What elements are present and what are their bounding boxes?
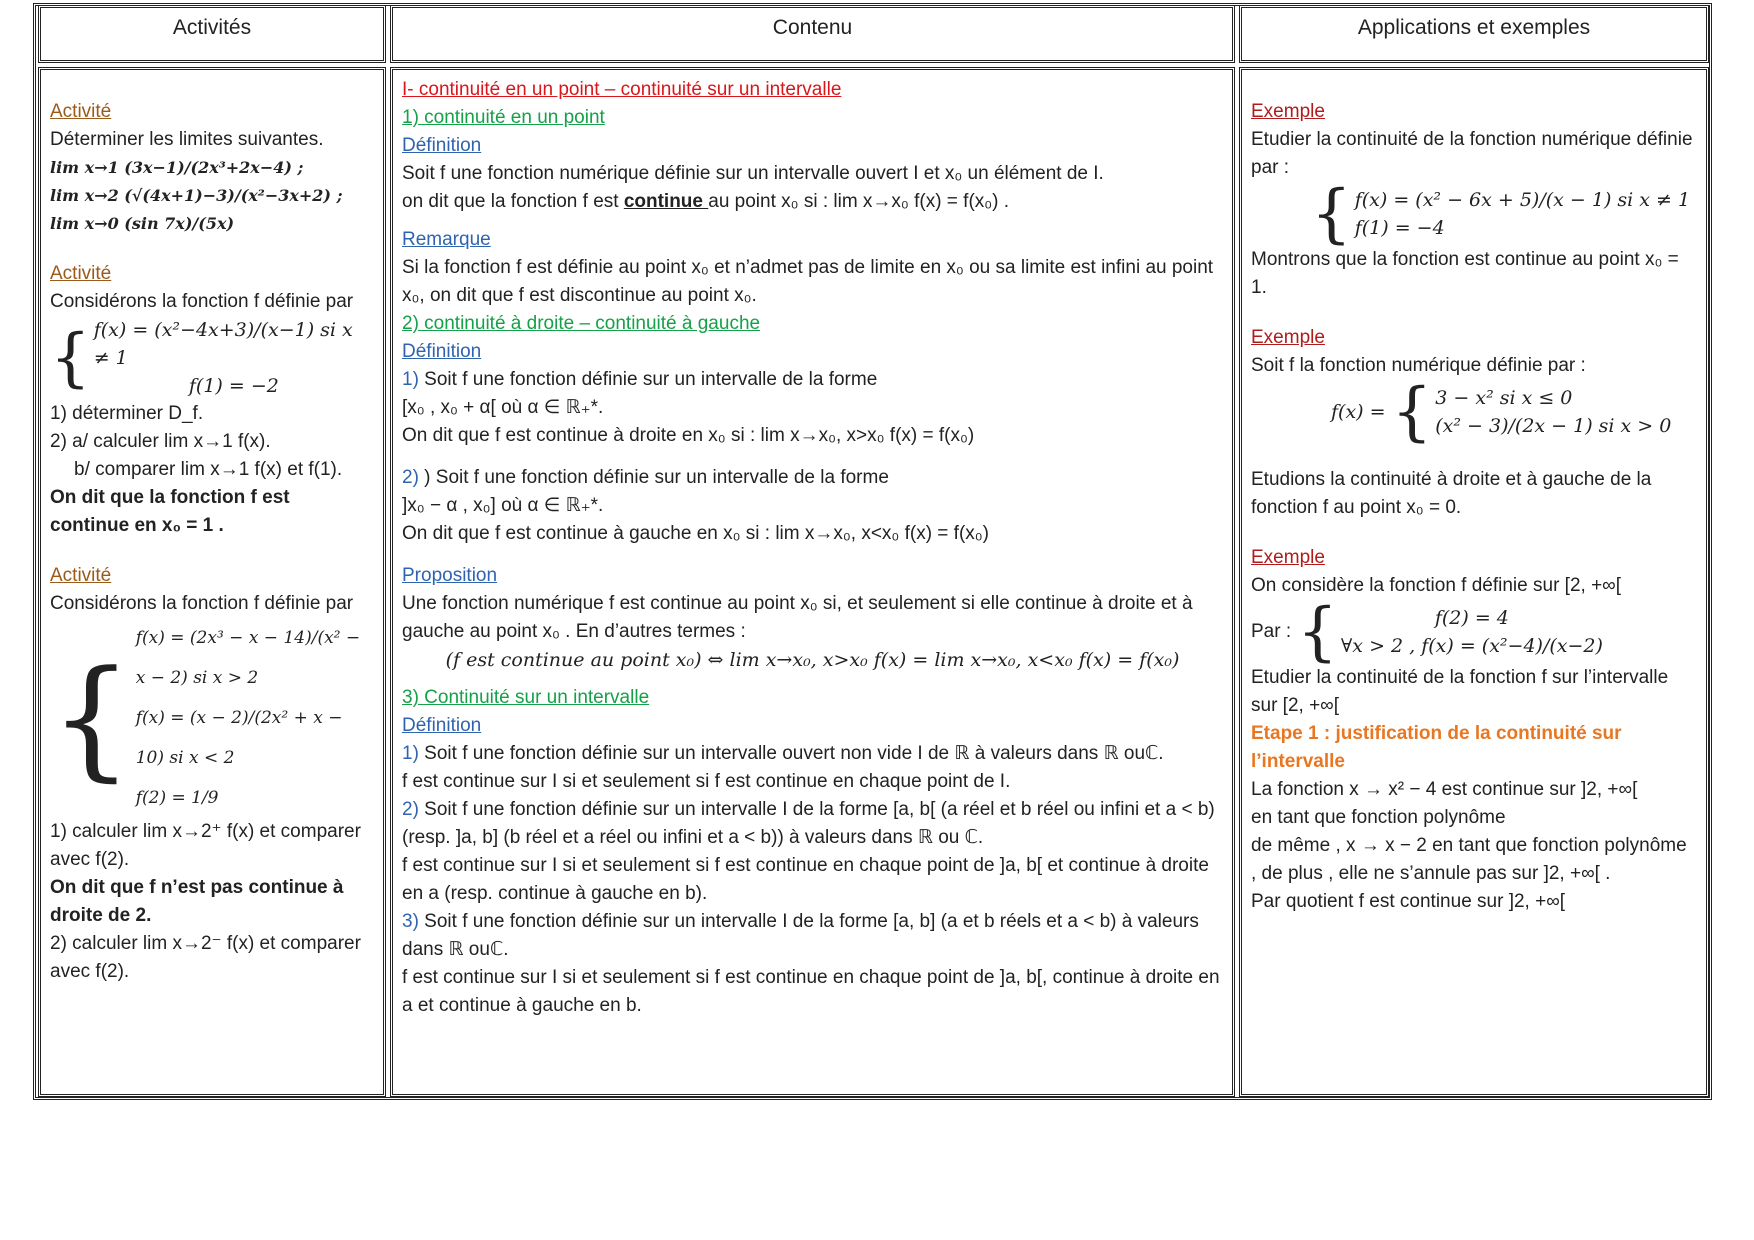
activity-2-case-1: f(x) = (x²−4x+3)/(x−1) si x ≠ 1	[93, 319, 353, 369]
definition-1-text-c: au point x₀ si : lim x→x₀ f(x) = f(x₀) .	[708, 191, 1010, 212]
activity-1-limit-2: lim x→2 (√(4x+1)−3)/(x²−3x+2) ; lim x→0 (sin 7x)/(5x)	[50, 186, 343, 233]
definition-2-title: Définition	[402, 341, 482, 362]
definition-2-item-2-cond: On dit que f est continue à gauche en x₀ si : lim x→x₀, x<x₀ f(x) = f(x₀)	[402, 523, 989, 544]
brace-icon: {	[50, 642, 133, 794]
example-1-system	[1251, 177, 1697, 251]
activity-2-text: Considérons la fonction f définie par	[50, 291, 354, 312]
example-1-text: Etudier la continuité de la fonction numérique définie par :	[1251, 129, 1693, 178]
example-3-line-3: de même , x → x − 2 en tant que fonction polynôme , de plus , elle ne s’annule pas sur ]2, +∞[ .	[1251, 835, 1687, 884]
definition-2-item-2-interval: ]x₀ − α , x₀] où α ∈ ℝ₊*.	[402, 495, 604, 516]
definition-3-item-1-cond: f est continue sur I si et seulement si f est continue en chaque point de I.	[402, 771, 1011, 792]
example-3-step-title: Etape 1 : justification de la continuité sur l’intervalle	[1251, 723, 1622, 772]
contenu-column	[390, 67, 1235, 1097]
example-3-line-1: La fonction x → x² − 4 est continue sur ]2, +∞[	[1251, 779, 1638, 800]
remark-title: Remarque	[402, 229, 491, 250]
activity-2-title: Activité	[50, 263, 112, 284]
example-2-system	[1251, 375, 1697, 449]
brace-icon: {	[1297, 595, 1338, 669]
definition-1-line-1: Soit f une fonction numérique définie sur un intervalle ouvert I et x₀ un élément de I.	[402, 163, 1104, 184]
example-3-line-2: en tant que fonction polynôme	[1251, 807, 1506, 828]
activity-2-case-2: f(1) = −2	[188, 375, 279, 397]
header-contenu-label: Contenu	[772, 16, 853, 39]
activity-2-question-3: b/ comparer lim x→1 f(x) et f(1).	[74, 459, 343, 480]
remark-text: Si la fonction f est définie au point x₀ et n’admet pas de limite en x₀ ou sa limite est infini au point x₀, on dit que f est discontinue au point x₀.	[402, 257, 1214, 306]
subsection-1-title: 1) continuité en un point	[402, 107, 605, 128]
definition-2-item-2	[402, 464, 1223, 492]
definition-3-item-3-cond: f est continue sur I si et seulement si f est continue en chaque point de ]a, b[, continue à droite en a et continue à gauche en b.	[402, 967, 1220, 1016]
definition-3-title: Définition	[402, 715, 482, 736]
brace-icon: {	[1311, 177, 1352, 251]
example-1-title: Exemple	[1251, 101, 1325, 122]
subsection-2-title: 2) continuité à droite – continuité à gauche	[402, 313, 761, 334]
example-3-line-4: Par quotient f est continue sur ]2, +∞[	[1251, 891, 1566, 912]
activity-1-title: Activité	[50, 101, 112, 122]
definition-2-item-1-cond: On dit que f est continue à droite en x₀ si : lim x→x₀, x>x₀ f(x) = f(x₀)	[402, 425, 975, 446]
definition-3-item-2-text: Soit f une fonction définie sur un intervalle I de la forme [a, b[ (a réel et b réel ou infini et a < b) (resp. ]a, b] (b réel et a réel ou infini et a < b)) à valeurs dans ℝ ou ℂ.	[402, 799, 1215, 848]
activity-1-limit-1: lim x→1 (3x−1)/(2x³+2x−4) ;	[50, 158, 304, 177]
activity-3-question-1: 1) calculer lim x→2⁺ f(x) et comparer avec f(2).	[50, 821, 361, 870]
activity-2-system	[50, 316, 374, 400]
definition-1-text-a: on dit que la fonction f est	[402, 191, 624, 212]
definition-1-title: Définition	[402, 135, 482, 156]
proposition-title: Proposition	[402, 565, 498, 586]
activity-3-case-1: f(x) = (2x³ − x − 14)/(x² − x − 2) si x > 2	[135, 628, 361, 688]
brace-icon: {	[50, 321, 91, 395]
applications-column	[1239, 67, 1709, 1097]
header-applications	[1239, 5, 1709, 63]
definition-1-line-2	[402, 188, 1223, 216]
definition-2-item-1-text: Soit f une fonction définie sur un intervalle de la forme	[418, 369, 878, 390]
example-2-case-1: 3 − x² si x ≤ 0	[1435, 387, 1573, 409]
example-2-title: Exemple	[1251, 327, 1325, 348]
example-2-case-2: (x² − 3)/(2x − 1) si x > 0	[1435, 415, 1672, 437]
item-number: 2)	[402, 799, 419, 820]
definition-2-item-1-interval: [x₀ , x₀ + α[ où α ∈ ℝ₊*.	[402, 397, 604, 418]
example-3-system	[1251, 595, 1697, 669]
header-activites	[38, 5, 386, 63]
example-3-case-2: ∀x > 2 , f(x) = (x²−4)/(x−2)	[1340, 635, 1603, 657]
definition-3-item-3	[402, 908, 1223, 964]
header-activites-label: Activités	[172, 16, 252, 39]
subsection-3-title: 3) Continuité sur un intervalle	[402, 687, 650, 708]
activites-column	[38, 67, 386, 1097]
example-1-case-2: f(1) = −4	[1354, 217, 1445, 239]
item-number: 1)	[402, 743, 419, 764]
activity-3-system	[50, 618, 374, 818]
example-2-text: Soit f la fonction numérique définie par :	[1251, 355, 1586, 376]
activity-2-question-2: 2) a/ calculer lim x→1 f(x).	[50, 431, 271, 452]
activity-2-conclusion: On dit que la fonction f est continue en x₀ = 1 .	[50, 487, 290, 536]
example-2-lhs: f(x) =	[1331, 401, 1386, 423]
definition-3-item-1	[402, 740, 1223, 768]
header-contenu	[390, 5, 1235, 63]
example-1-case-1: f(x) = (x² − 6x + 5)/(x − 1) si x ≠ 1	[1354, 189, 1691, 211]
definition-3-item-2	[402, 796, 1223, 852]
item-number: 3)	[402, 911, 419, 932]
item-number: 1)	[402, 369, 419, 390]
example-2-text-2: Etudions la continuité à droite et à gauche de la fonction f au point x₀ = 0.	[1251, 469, 1652, 518]
definition-1-keyword: continue	[623, 191, 709, 212]
activity-3-title: Activité	[50, 565, 112, 586]
example-3-title: Exemple	[1251, 547, 1325, 568]
example-3-par: Par :	[1251, 621, 1292, 642]
proposition-text: Une fonction numérique f est continue au point x₀ si, et seulement si elle continue à droite et à gauche au point x₀ . En d’autres termes :	[402, 593, 1193, 642]
definition-3-item-1-text: Soit f une fonction définie sur un intervalle ouvert non vide I de ℝ à valeurs dans ℝ ouℂ.	[418, 743, 1164, 764]
section-1-title: I- continuité en un point – continuité sur un intervalle	[402, 79, 842, 100]
activity-3-question-2: 2) calculer lim x→2⁻ f(x) et comparer avec f(2).	[50, 933, 361, 982]
proposition-formula: (f est continue au point x₀) ⇔ lim x→x₀, x>x₀ f(x) = lim x→x₀, x<x₀ f(x) = f(x₀)	[445, 649, 1180, 671]
activity-3-case-3: f(2) = 1/9	[135, 788, 219, 808]
activity-3-conclusion: On dit que f n’est pas continue à droite de 2.	[50, 877, 344, 926]
activity-1-text: Déterminer les limites suivantes.	[50, 129, 324, 150]
example-3-case-1: f(2) = 4	[1434, 607, 1509, 629]
example-3-text: On considère la fonction f définie sur [2, +∞[	[1251, 575, 1621, 596]
example-1-text-2: Montrons que la fonction est continue au point x₀ = 1.	[1251, 249, 1679, 298]
header-applications-label: Applications et exemples	[1357, 16, 1591, 39]
example-3-text-2: Etudier la continuité de la fonction f sur l’intervalle sur [2, +∞[	[1251, 667, 1669, 716]
definition-3-item-3-text: Soit f une fonction définie sur un intervalle I de la forme [a, b] (a et b réels et a < b) à valeurs dans ℝ ouℂ.	[402, 911, 1199, 960]
activity-2-question-1: 1) déterminer D_f.	[50, 403, 204, 424]
activity-3-case-2: f(x) = (x − 2)/(2x² + x − 10) si x < 2	[135, 708, 343, 768]
item-number: 2)	[402, 467, 419, 488]
activity-3-text: Considérons la fonction f définie par	[50, 593, 354, 614]
definition-2-item-2-text: ) Soit f une fonction définie sur un intervalle de la forme	[418, 467, 889, 488]
definition-3-item-2-cond: f est continue sur I si et seulement si f est continue en chaque point de ]a, b[ et continue à droite en a (resp. continue à gauche en b).	[402, 855, 1209, 904]
brace-icon: {	[1391, 375, 1433, 449]
definition-2-item-1	[402, 366, 1223, 394]
